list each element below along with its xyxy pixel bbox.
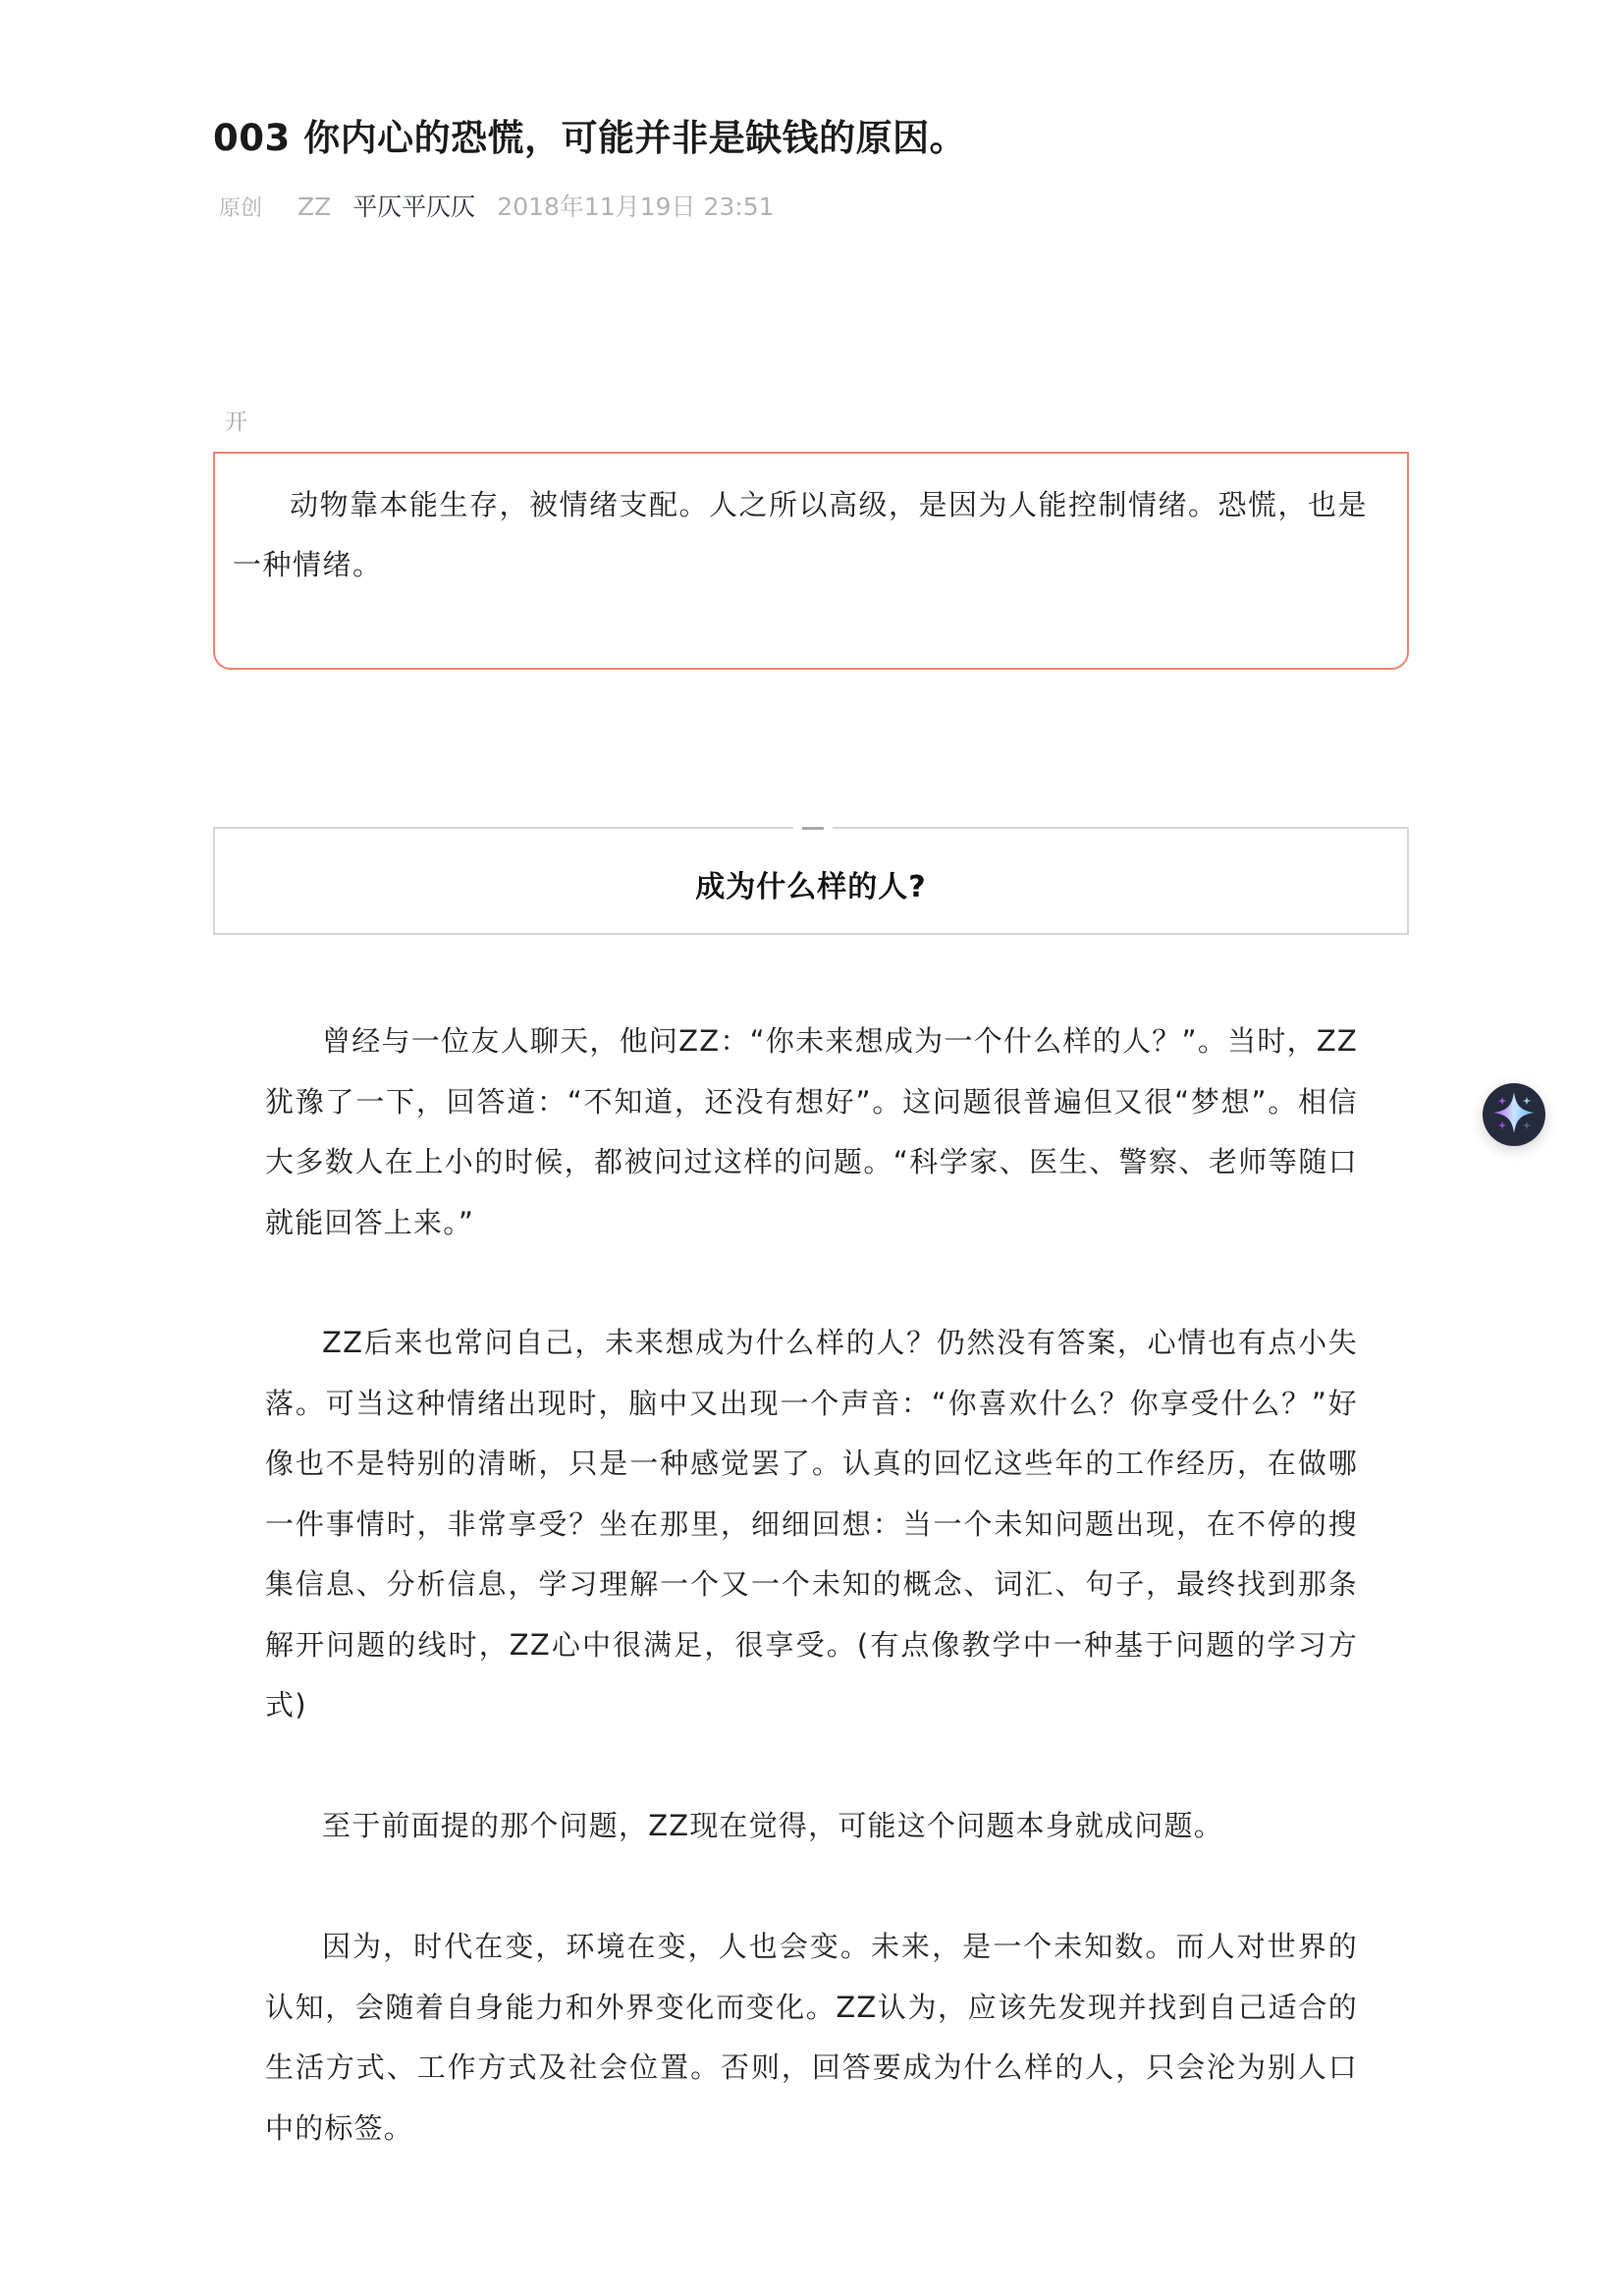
paragraph <box>265 1917 1358 2159</box>
paragraph-text: ZZ后来也常问自己，未来想成为什么样的人？仍然没有答案，心情也有点小失落。可当这种情绪出现时，脑中又出现一个声音：“你喜欢什么？你享受什么？”好像也不是特别的清晰，只是一种感觉罢了。认真的回忆这些年的工作经历，在做哪一件事情时，非常享受？坐在那里，细细回想：当一个未知问题出现，在不停的搜集信息、分析信息，学习理解一个又一个未知的概念、词汇、句子，最终找到那条解开问题的线时，ZZ心中很满足，很享受。(有点像教学中一种基于问题的学习方式) <box>265 1326 1358 1722</box>
sparkle-icon <box>1489 1088 1539 1141</box>
intro-label: 开 <box>225 410 247 435</box>
paragraph-text: 至于前面提的那个问题，ZZ现在觉得，可能这个问题本身就成问题。 <box>322 1809 1223 1842</box>
article-meta <box>219 190 775 227</box>
paragraph <box>265 1011 1358 1253</box>
paragraph-text: 曾经与一位友人聊天，他问ZZ：“你未来想成为一个什么样的人？”。当时，ZZ犹豫了一下，回答道：“不知道，还没有想好”。这问题很普遍但又很“梦想”。相信大多数人在上小的时候，都被问过这样的问题。“科学家、医生、警察、老师等随口就能回答上来。” <box>265 1024 1358 1239</box>
section-dash-ornament <box>802 827 824 830</box>
original-tag: 原创 <box>219 196 263 221</box>
author-name: ZZ <box>297 192 332 221</box>
paragraph-text: 因为，时代在变，环境在变，人也会变。未来，是一个未知数。而人对世界的认知，会随着自身能力和外界变化而变化。ZZ认为，应该先发现并找到自己适合的生活方式、工作方式及社会位置。否则，回答要成为什么样的人，只会沦为别人口中的标签。 <box>265 1930 1358 2145</box>
paragraph <box>265 1796 1358 1857</box>
article-title: 003 你内心的恐慌，可能并非是缺钱的原因。 <box>213 117 967 159</box>
publish-date: 2018年11月19日 23:51 <box>497 192 775 221</box>
intro-text: 动物靠本能生存，被情绪支配。人之所以高级，是因为人能控制情绪。恐慌，也是一种情绪。 <box>233 488 1369 581</box>
intro-box <box>213 452 1409 670</box>
section-header <box>213 827 1409 935</box>
section-title: 成为什么样的人? <box>695 870 927 904</box>
paragraph <box>265 1313 1358 1736</box>
ai-assistant-button[interactable] <box>1483 1083 1545 1146</box>
account-link[interactable]: 平仄平仄仄 <box>352 192 476 221</box>
